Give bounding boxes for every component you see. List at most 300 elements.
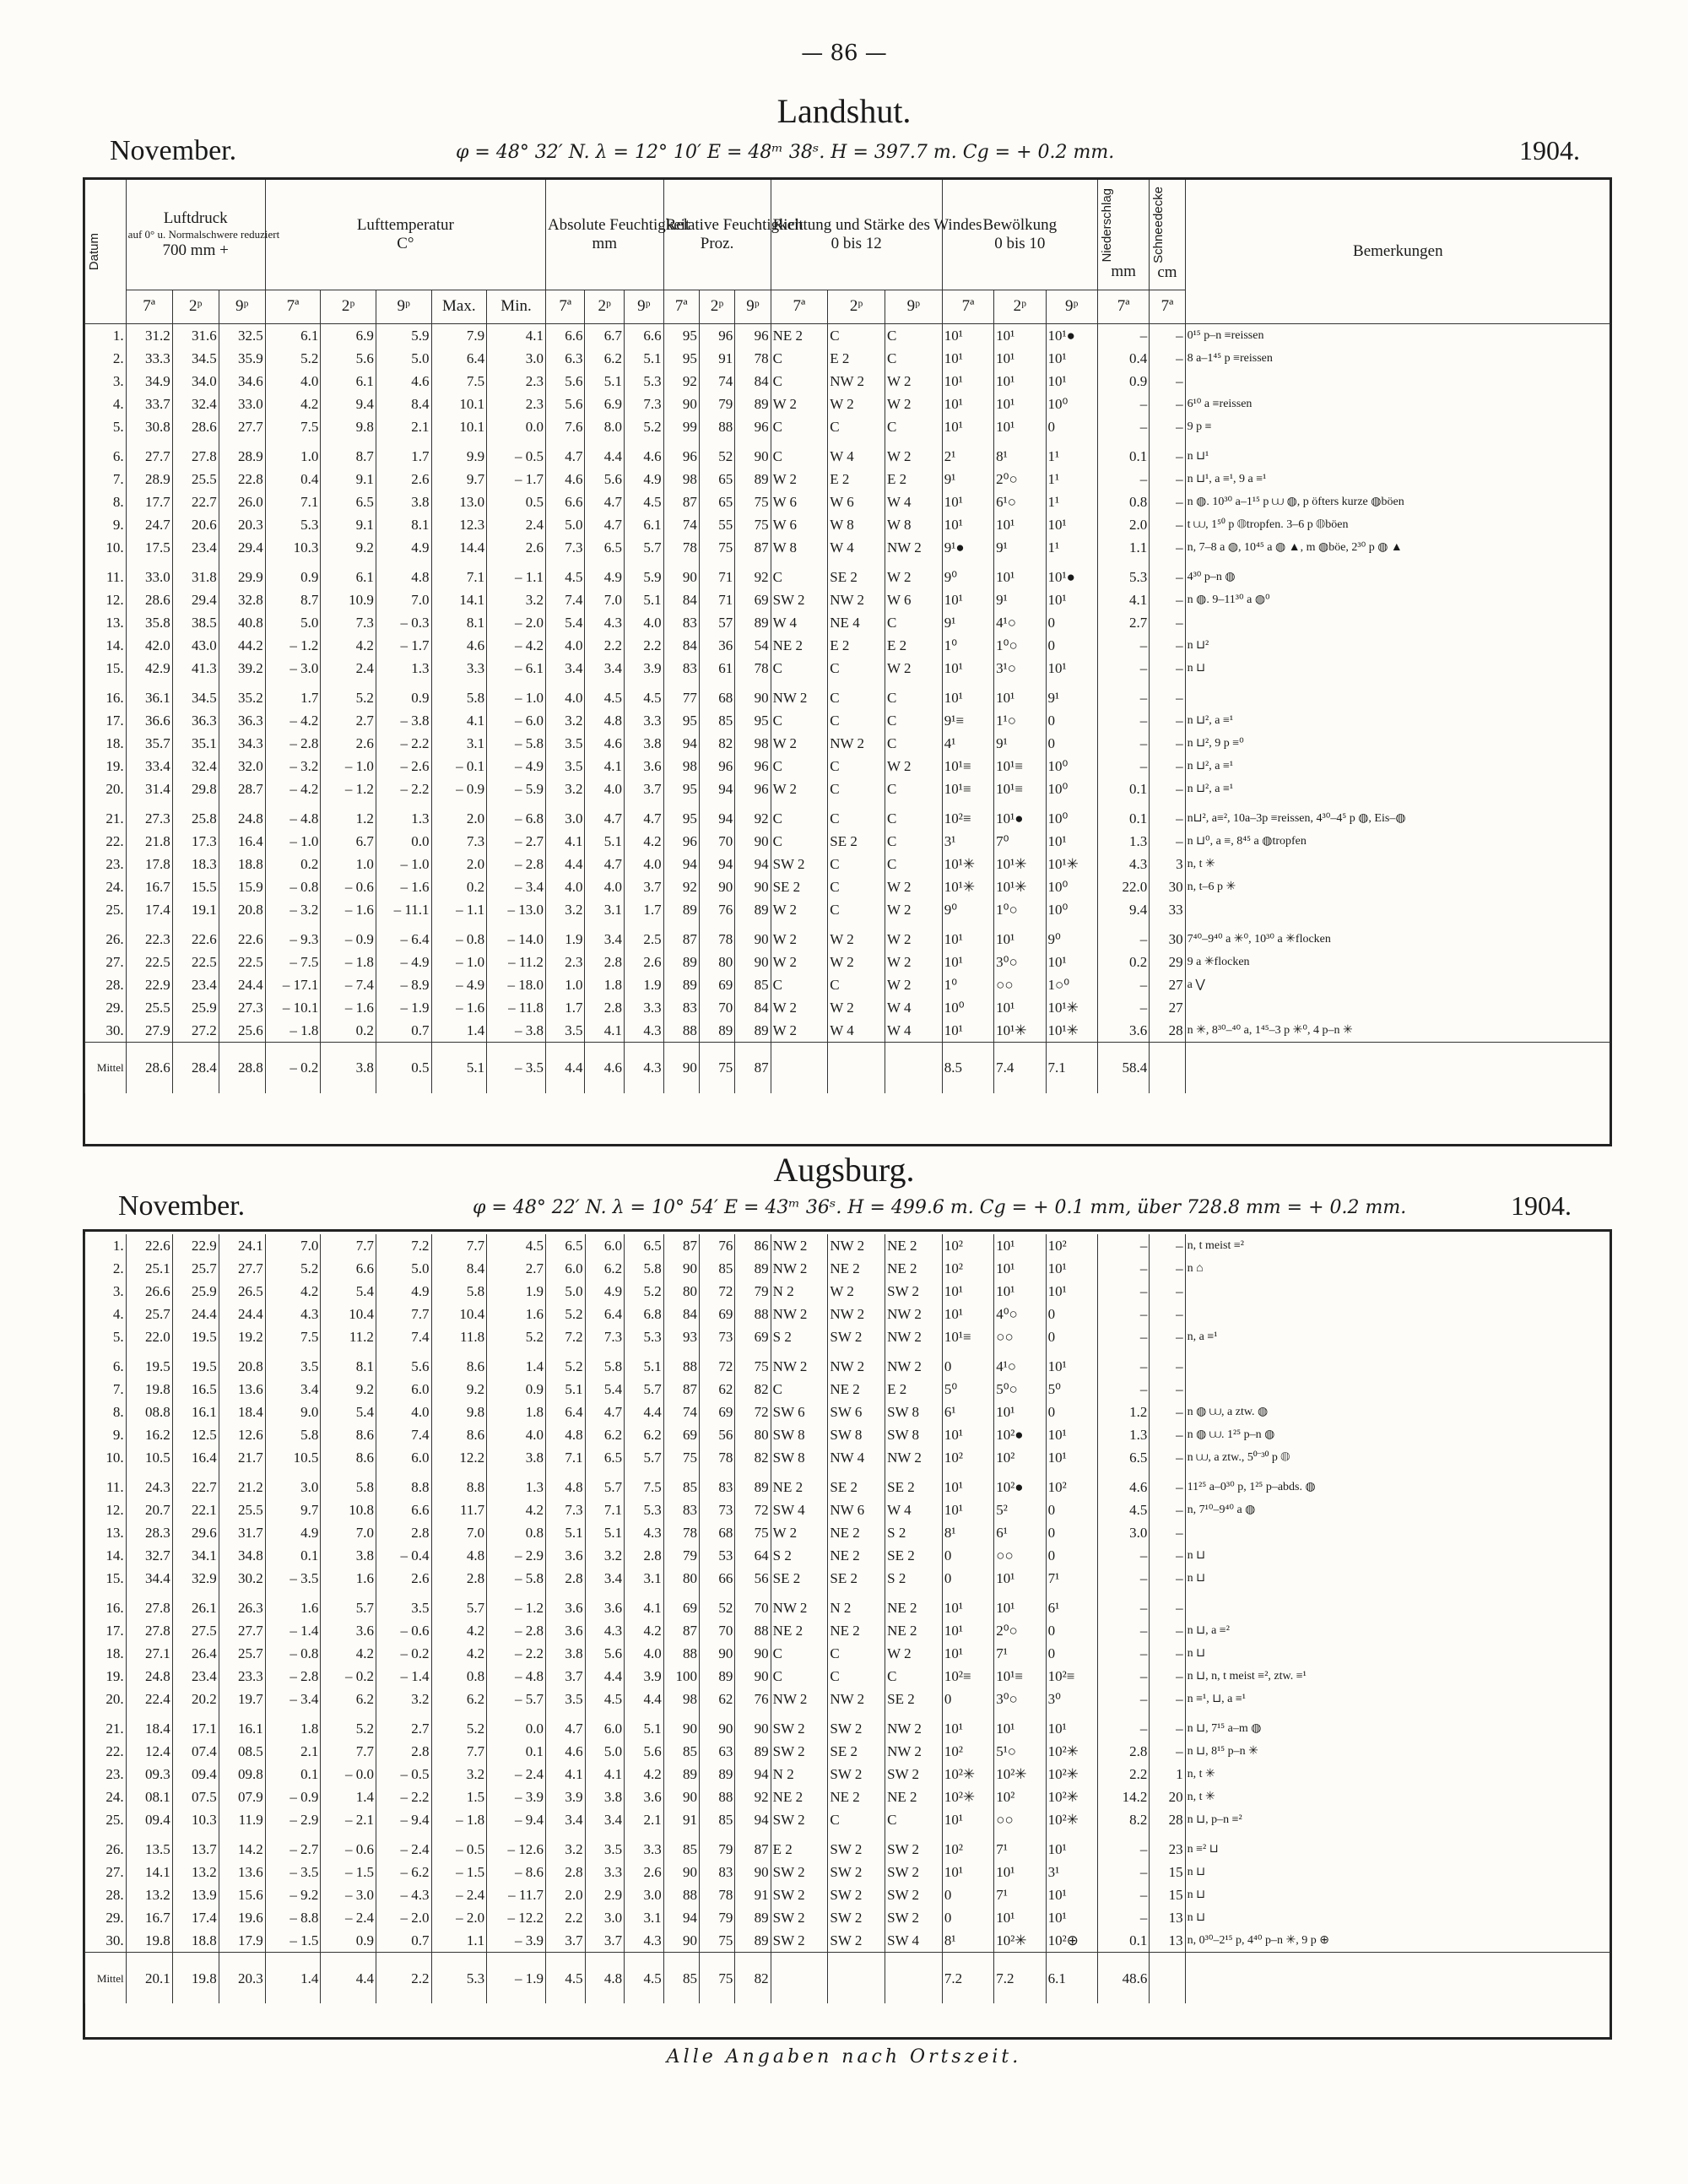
table-cell: 4.0 xyxy=(625,611,664,634)
table-cell: 80 xyxy=(735,1423,771,1446)
table-cell: – xyxy=(1150,393,1185,415)
table-cell: 10¹ xyxy=(994,1257,1046,1280)
table-cell: 96 xyxy=(735,755,771,778)
table-row xyxy=(85,657,1611,680)
table-cell: 19.5 xyxy=(126,1355,172,1378)
table-cell: 5.7 xyxy=(431,1596,487,1619)
table-cell: 4.7 xyxy=(546,1717,586,1740)
table-cell: 6.0 xyxy=(376,1446,431,1469)
luftdruck-header: Luftdruck auf 0° u. Normalschwere reduziert 700 mm + xyxy=(126,180,265,290)
table-cell: 9.7 xyxy=(265,1498,321,1521)
table-cell: 23. xyxy=(85,853,127,875)
table-cell: 74 xyxy=(699,370,734,393)
table-cell: 42.0 xyxy=(126,634,172,657)
table-cell: 0.9 xyxy=(487,1378,546,1401)
table-cell: 29.8 xyxy=(172,778,219,800)
table-cell: 10¹✳ xyxy=(994,1019,1046,1043)
table-cell: – 8.6 xyxy=(487,1861,546,1883)
table-cell: 22.9 xyxy=(172,1234,219,1257)
table-cell: n ⊔², a ≡¹ xyxy=(1185,778,1610,800)
table-cell: 22.3 xyxy=(126,928,172,951)
table-cell: 4.7 xyxy=(585,853,625,875)
table-cell: 25. xyxy=(85,1808,127,1831)
table-cell: 13 xyxy=(1150,1906,1185,1929)
table-cell: – xyxy=(1097,1567,1149,1590)
table-cell: 10¹✳ xyxy=(1046,1019,1097,1043)
table-cell: NW 2 xyxy=(885,1717,943,1740)
table-cell: 19.8 xyxy=(126,1378,172,1401)
table-cell: 10⁰ xyxy=(1046,807,1097,830)
table-cell: SE 2 xyxy=(828,830,885,853)
table-cell: 1⁰○ xyxy=(994,634,1046,657)
landshut-coords: φ = 48° 32′ N. λ = 12° 10′ E = 48ᵐ 38ˢ. H = 397.7 m. Cg = + 0.2 mm. xyxy=(456,142,1115,163)
table-cell: 74 xyxy=(663,513,699,536)
table-cell: 3.6 xyxy=(1097,1019,1149,1043)
table-cell: 5.3 xyxy=(625,1325,664,1348)
table-cell: 78 xyxy=(700,1446,735,1469)
table-cell: 92 xyxy=(735,807,771,830)
table-cell: 70 xyxy=(735,1596,771,1619)
table-cell: 3. xyxy=(85,370,127,393)
table-cell: W 4 xyxy=(885,490,943,513)
table-cell: 10²✳ xyxy=(942,1786,993,1808)
table-cell: 1.1 xyxy=(1097,536,1149,559)
table-cell: 0.9 xyxy=(265,566,321,588)
table-cell: 88 xyxy=(663,1642,699,1665)
table-cell: – 12.6 xyxy=(487,1838,546,1861)
table-cell: – xyxy=(1097,686,1149,709)
table-cell: n ⊔², 9 p ≡⁰ xyxy=(1185,732,1610,755)
table-cell: 5.8 xyxy=(431,1280,487,1303)
table-cell: 4.4 xyxy=(545,853,585,875)
table-cell: 7.3 xyxy=(321,611,376,634)
mean-cell: 4.3 xyxy=(625,1042,664,1093)
table-cell: SW 2 xyxy=(771,1929,828,1953)
table-cell: 0.1 xyxy=(1097,445,1149,468)
table-cell: 5. xyxy=(85,1325,127,1348)
table-cell: 0.2 xyxy=(321,1019,376,1043)
table-cell: – xyxy=(1097,468,1149,490)
table-cell: NW 2 xyxy=(771,1355,828,1378)
table-cell: 85 xyxy=(663,1740,699,1763)
table-cell: 9.2 xyxy=(431,1378,487,1401)
table-cell: 6¹ xyxy=(1046,1596,1097,1619)
table-cell: – 0.2 xyxy=(376,1642,431,1665)
table-cell: 75 xyxy=(735,1521,771,1544)
mean-cell: 7.1 xyxy=(1046,1042,1097,1093)
table-cell: 21.7 xyxy=(219,1446,265,1469)
table-cell: 7.3 xyxy=(431,830,487,853)
table-cell: SW 2 xyxy=(771,1808,828,1831)
table-cell: 1.8 xyxy=(265,1717,321,1740)
table-cell: 15.5 xyxy=(172,875,219,898)
table-cell: 6.6 xyxy=(545,323,585,347)
table-cell: 07.4 xyxy=(172,1740,219,1763)
table-cell: 27.3 xyxy=(219,996,265,1019)
table-row xyxy=(85,588,1611,611)
table-cell: 55 xyxy=(699,513,734,536)
table-cell: 9.4 xyxy=(321,393,376,415)
table-cell: 10⁰ xyxy=(1046,898,1097,921)
table-cell: 10¹ xyxy=(1046,657,1097,680)
table-cell: 4.6 xyxy=(546,1740,586,1763)
table-cell: 69 xyxy=(700,1401,735,1423)
table-cell: 1¹ xyxy=(1046,536,1097,559)
table-cell: 3⁰○ xyxy=(994,1688,1046,1710)
table-cell: 10²✳ xyxy=(942,1763,993,1786)
table-cell: – 4.8 xyxy=(487,1665,546,1688)
table-cell: 12.3 xyxy=(431,513,487,536)
table-cell: 2.8 xyxy=(546,1861,586,1883)
table-cell: 3.7 xyxy=(546,1665,586,1688)
table-cell: 26.3 xyxy=(219,1596,265,1619)
table-cell: 25.7 xyxy=(219,1642,265,1665)
table-cell: 5⁰ xyxy=(1046,1378,1097,1401)
table-cell: 8.6 xyxy=(431,1355,487,1378)
table-cell: 85 xyxy=(700,1808,735,1831)
table-cell: – 0.5 xyxy=(431,1838,487,1861)
table-cell: 4.5 xyxy=(487,1234,546,1257)
table-cell: 35.7 xyxy=(126,732,172,755)
table-cell: 89 xyxy=(735,1929,771,1953)
table-cell: – xyxy=(1150,611,1185,634)
table-cell: 96 xyxy=(663,445,699,468)
table-cell: 3.7 xyxy=(625,875,664,898)
table-cell: 8.6 xyxy=(321,1446,376,1469)
table-cell: 88 xyxy=(700,1786,735,1808)
mean-cell: 7.2 xyxy=(994,1953,1046,2004)
table-cell: 19.8 xyxy=(126,1929,172,1953)
table-cell: – 1.7 xyxy=(487,468,546,490)
table-cell: – 4.3 xyxy=(376,1883,431,1906)
table-cell: 5.6 xyxy=(321,347,376,370)
mean-cell: 85 xyxy=(663,1953,699,2004)
table-cell: 41.3 xyxy=(172,657,219,680)
table-cell: 21.8 xyxy=(126,830,172,853)
table-cell: C xyxy=(771,830,828,853)
table-cell: 4.5 xyxy=(1097,1498,1149,1521)
table-cell: 8.0 xyxy=(585,415,625,438)
table-cell: 96 xyxy=(735,415,771,438)
table-cell: 0 xyxy=(942,1906,993,1929)
table-cell: 4.6 xyxy=(585,732,625,755)
table-cell: 0.7 xyxy=(376,1019,431,1043)
table-cell: 10¹≡ xyxy=(942,755,993,778)
table-cell: 23. xyxy=(85,1763,127,1786)
mean-cell: 75 xyxy=(699,1042,734,1093)
table-cell: 7.0 xyxy=(376,588,431,611)
table-cell: 22.6 xyxy=(126,1234,172,1257)
table-cell: 3.9 xyxy=(625,657,664,680)
table-row xyxy=(85,1786,1611,1808)
table-cell: 4.3 xyxy=(265,1303,321,1325)
table-cell: n ⊔², a ≡¹ xyxy=(1185,709,1610,732)
table-cell: 10¹ xyxy=(1046,1883,1097,1906)
table-cell: 4.3 xyxy=(625,1521,664,1544)
table-cell: 75 xyxy=(663,1446,699,1469)
table-cell: 27.7 xyxy=(126,445,172,468)
mean-cell: 7.4 xyxy=(994,1042,1046,1093)
table-cell: 3.4 xyxy=(585,657,625,680)
table-row xyxy=(85,709,1611,732)
table-cell: 88 xyxy=(735,1303,771,1325)
table-cell: 8 a–1⁴⁵ p ≡reissen xyxy=(1185,347,1610,370)
table-cell: 11.7 xyxy=(431,1498,487,1521)
col-7a: 7ª xyxy=(1150,290,1185,323)
col-7a: 7ª xyxy=(1097,290,1149,323)
table-cell: 4.7 xyxy=(625,807,664,830)
table-cell: 9¹ xyxy=(1046,686,1097,709)
table-cell: 10² xyxy=(994,1446,1046,1469)
table-cell: 36.1 xyxy=(126,686,172,709)
table-cell: 7.7 xyxy=(321,1234,376,1257)
table-cell: 5.3 xyxy=(265,513,321,536)
table-cell: 6.2 xyxy=(585,1257,625,1280)
table-cell: SW 2 xyxy=(828,1929,885,1953)
table-cell: 5.9 xyxy=(376,323,431,347)
table-cell: 7.0 xyxy=(265,1234,321,1257)
table-cell: 13. xyxy=(85,1521,127,1544)
table-cell: 10¹ xyxy=(994,1234,1046,1257)
table-cell: 0.5 xyxy=(487,490,546,513)
table-cell: W 2 xyxy=(828,1280,885,1303)
table-cell: – xyxy=(1097,1257,1149,1280)
table-cell: 3⁰ xyxy=(1046,1688,1097,1710)
table-cell: 33.0 xyxy=(126,566,172,588)
table-cell: 17. xyxy=(85,1619,127,1642)
table-cell: 5.2 xyxy=(546,1355,586,1378)
table-cell: 3⁰○ xyxy=(994,951,1046,973)
table-cell: 22.6 xyxy=(172,928,219,951)
table-cell: NE 2 xyxy=(771,323,828,347)
table-cell: 28.9 xyxy=(219,445,265,468)
table-cell: 79 xyxy=(663,1544,699,1567)
table-cell: 6.5 xyxy=(585,1446,625,1469)
table-row xyxy=(85,1378,1611,1401)
table-cell: SW 4 xyxy=(771,1498,828,1521)
table-cell: – xyxy=(1097,1642,1149,1665)
table-cell: 27.7 xyxy=(219,1257,265,1280)
mean-cell xyxy=(885,1042,943,1093)
table-cell: 3.2 xyxy=(376,1688,431,1710)
table-row xyxy=(85,513,1611,536)
table-cell: 2.0 xyxy=(1097,513,1149,536)
table-cell: – 2.0 xyxy=(376,1906,431,1929)
table-cell: C xyxy=(828,1665,885,1688)
table-cell: 69 xyxy=(735,588,771,611)
table-row xyxy=(85,1303,1611,1325)
table-cell: 10¹ xyxy=(994,566,1046,588)
table-cell: W 2 xyxy=(828,951,885,973)
table-cell: – xyxy=(1150,1521,1185,1544)
table-cell: 10²✳ xyxy=(994,1929,1046,1953)
table-cell: 57 xyxy=(699,611,734,634)
table-cell: n ⊔ xyxy=(1185,1642,1610,1665)
table-cell: 4.0 xyxy=(585,778,625,800)
table-cell: – 2.2 xyxy=(376,732,431,755)
table-cell: 10¹ xyxy=(942,588,993,611)
table-cell: 1.0 xyxy=(545,973,585,996)
table-cell: 2.1 xyxy=(265,1740,321,1763)
table-cell: 0 xyxy=(1046,1401,1097,1423)
table-cell: 20.8 xyxy=(219,898,265,921)
table-cell: 3.6 xyxy=(625,755,664,778)
table-cell: – 6.4 xyxy=(376,928,431,951)
table-cell: 2.9 xyxy=(585,1883,625,1906)
table-cell: C xyxy=(771,445,828,468)
table-cell: SW 2 xyxy=(771,1861,828,1883)
table-cell: 5.6 xyxy=(625,1740,664,1763)
table-cell: 28.6 xyxy=(126,588,172,611)
table-cell: – 3.9 xyxy=(487,1786,546,1808)
table-cell: 6.1 xyxy=(265,323,321,347)
table-cell: – 2.2 xyxy=(487,1642,546,1665)
bemerkungen-header: Bemerkungen xyxy=(1185,180,1610,323)
table-cell: 72 xyxy=(735,1401,771,1423)
pentad-gap xyxy=(85,800,1611,807)
table-cell: 10¹ xyxy=(1046,951,1097,973)
table-row xyxy=(85,323,1611,347)
table-cell: 14.2 xyxy=(1097,1786,1149,1808)
table-cell: 5.6 xyxy=(376,1355,431,1378)
table-cell: – xyxy=(1097,1688,1149,1710)
table-cell: 36.3 xyxy=(219,709,265,732)
table-cell: – 2.2 xyxy=(376,1786,431,1808)
table-cell: 19.7 xyxy=(219,1688,265,1710)
table-cell: 34.5 xyxy=(172,347,219,370)
table-cell: 89 xyxy=(663,1763,699,1786)
table-cell: 13.0 xyxy=(431,490,487,513)
table-cell: 22.1 xyxy=(172,1498,219,1521)
table-cell: 5.2 xyxy=(487,1325,546,1348)
table-cell: 11.8 xyxy=(431,1325,487,1348)
relfeucht-header: Relative Feuchtigkeit Proz. xyxy=(663,180,771,290)
table-cell: 10²≡ xyxy=(942,807,993,830)
table-cell: 28.9 xyxy=(126,468,172,490)
table-cell: 1.6 xyxy=(321,1567,376,1590)
table-cell: 10¹ xyxy=(994,1401,1046,1423)
table-cell: 1.4 xyxy=(431,1019,487,1043)
col-2p: 2ᵖ xyxy=(994,290,1046,323)
table-cell: 1.3 xyxy=(376,807,431,830)
table-cell: 6.0 xyxy=(585,1234,625,1257)
table-cell: 3.4 xyxy=(546,1808,586,1831)
table-cell: – 4.9 xyxy=(376,951,431,973)
table-cell: 1.4 xyxy=(321,1786,376,1808)
table-cell: 90 xyxy=(663,566,699,588)
table-cell: 4.6 xyxy=(376,370,431,393)
table-cell: 2.3 xyxy=(487,393,546,415)
table-cell: 4¹○ xyxy=(994,1355,1046,1378)
mean-cell: 28.6 xyxy=(126,1042,172,1093)
table-cell: 52 xyxy=(700,1596,735,1619)
table-cell: 5² xyxy=(994,1498,1046,1521)
mean-cell: 7.2 xyxy=(942,1953,993,2004)
col-2p: 2ᵖ xyxy=(321,290,376,323)
table-cell: 22.0 xyxy=(126,1325,172,1348)
table-cell: 62 xyxy=(700,1378,735,1401)
mean-cell xyxy=(771,1042,828,1093)
table-cell: 3.7 xyxy=(585,1929,625,1953)
table-cell: SW 2 xyxy=(828,1325,885,1348)
table-cell: – xyxy=(1150,1446,1185,1469)
table-cell: 2.8 xyxy=(585,951,625,973)
table-cell: NW 2 xyxy=(885,1303,943,1325)
table-cell: 10²● xyxy=(994,1423,1046,1446)
table-row xyxy=(85,347,1611,370)
table-cell: 7.7 xyxy=(431,1740,487,1763)
table-cell: 10²≡ xyxy=(942,1665,993,1688)
table-cell: 2. xyxy=(85,1257,127,1280)
table-cell: 14.4 xyxy=(431,536,487,559)
table-cell: 10²✳ xyxy=(1046,1808,1097,1831)
table-cell: 4.0 xyxy=(487,1423,546,1446)
table-cell: 6.6 xyxy=(625,323,664,347)
table-row xyxy=(85,634,1611,657)
table-cell: – xyxy=(1097,1838,1149,1861)
table-row xyxy=(85,1355,1611,1378)
table-cell: – xyxy=(1097,928,1149,951)
table-cell: 71 xyxy=(699,588,734,611)
table-cell: 0 xyxy=(1046,611,1097,634)
table-cell: 10¹ xyxy=(1046,1717,1097,1740)
table-cell: 87 xyxy=(663,490,699,513)
table-cell: 30.2 xyxy=(219,1567,265,1590)
table-cell: 28 xyxy=(1150,1019,1185,1043)
table-cell: 4.9 xyxy=(265,1521,321,1544)
table-cell: 24.3 xyxy=(126,1476,172,1498)
table-cell: 0.7 xyxy=(376,1929,431,1953)
table-cell: 1.9 xyxy=(545,928,585,951)
table-row xyxy=(85,1257,1611,1280)
table-cell: 27.8 xyxy=(126,1596,172,1619)
table-cell: 35.1 xyxy=(172,732,219,755)
table-cell: 10¹✳ xyxy=(942,853,993,875)
table-cell: ○○ xyxy=(994,1325,1046,1348)
table-cell: W 2 xyxy=(828,928,885,951)
table-cell: 94 xyxy=(699,807,734,830)
table-cell: 08.1 xyxy=(126,1786,172,1808)
table-cell: 7.5 xyxy=(625,1476,664,1498)
table-cell: 1.2 xyxy=(1097,1401,1149,1423)
table-cell: 10¹ xyxy=(1046,1906,1097,1929)
table-cell: W 4 xyxy=(885,996,943,1019)
table-cell: 3. xyxy=(85,1280,127,1303)
table-cell: 80 xyxy=(699,951,734,973)
table-cell: 3.0 xyxy=(487,347,546,370)
table-cell: 8.1 xyxy=(431,611,487,634)
col-7a: 7ª xyxy=(771,290,828,323)
landshut-table xyxy=(84,180,1610,1093)
table-cell: 90 xyxy=(735,1717,771,1740)
table-cell: 10.1 xyxy=(431,393,487,415)
table-row xyxy=(85,1763,1611,1786)
table-cell: 5. xyxy=(85,415,127,438)
table-cell: 0.8 xyxy=(1097,490,1149,513)
table-cell: 10¹ xyxy=(994,513,1046,536)
table-cell: 10¹≡ xyxy=(994,778,1046,800)
table-cell: – xyxy=(1150,566,1185,588)
table-cell: 22.9 xyxy=(126,973,172,996)
table-cell: n ⌂ xyxy=(1185,1257,1610,1280)
table-cell: NW 2 xyxy=(885,1740,943,1763)
table-cell: – xyxy=(1150,513,1185,536)
table-cell: SW 2 xyxy=(885,1763,943,1786)
table-cell: 7. xyxy=(85,1378,127,1401)
table-cell: 10¹ xyxy=(994,393,1046,415)
table-cell: 1. xyxy=(85,1234,127,1257)
table-cell: 10¹≡ xyxy=(994,1665,1046,1688)
